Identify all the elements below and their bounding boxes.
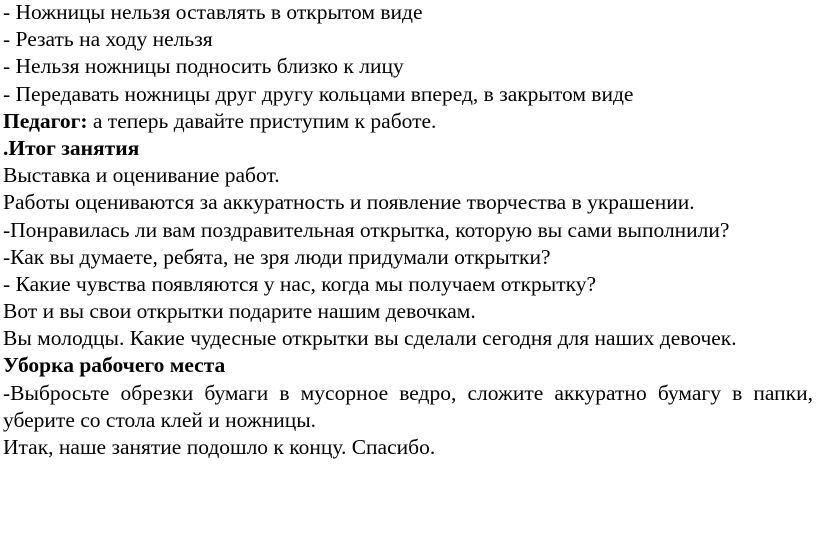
- question-postcards-invented: -Как вы думаете, ребята, не зря люди придумали открытки?: [3, 244, 551, 269]
- question-feelings: - Какие чувства появляются у нас, когда мы получаем открытку?: [3, 271, 597, 296]
- praise-paragraph: Вы молодцы. Какие чудесные открытки вы сделали сегодня для наших девочек.: [3, 326, 737, 351]
- teacher-text: а теперь давайте приступим к работе.: [87, 108, 437, 133]
- cleanup-heading: Уборка рабочего места: [3, 353, 226, 378]
- document-page: [3, 0, 813, 461]
- summary-line: Выставка и оценивание работ.: [3, 163, 280, 188]
- teacher-line: [3, 108, 813, 135]
- rule-line: - Передавать ножницы друг другу кольцами вперед, в закрытом виде: [3, 81, 634, 106]
- rule-line: - Нельзя ножницы подносить близко к лицу: [3, 54, 404, 79]
- teacher-label: Педагог:: [3, 108, 88, 133]
- rule-line: - Ножницы нельзя оставлять в открытом виде: [3, 0, 423, 24]
- rule-line: - Резать на ходу нельзя: [3, 27, 213, 52]
- cleanup-instruction: -Выбросьте обрезки бумаги в мусорное ведро, сложите аккуратно бумагу в папки, уберите со стола клей и ножницы.: [3, 380, 813, 432]
- closing-line: Итак, наше занятие подошло к концу. Спасибо.: [3, 435, 436, 460]
- gift-line: Вот и вы свои открытки подарите нашим девочкам.: [3, 299, 476, 324]
- summary-line: Работы оцениваются за аккуратность и появление творчества в украшении.: [3, 190, 695, 215]
- summary-heading: .Итог занятия: [3, 135, 140, 160]
- question-postcard: -Понравилась ли вам поздравительная открытка, которую вы сами выполнили?: [3, 217, 730, 242]
